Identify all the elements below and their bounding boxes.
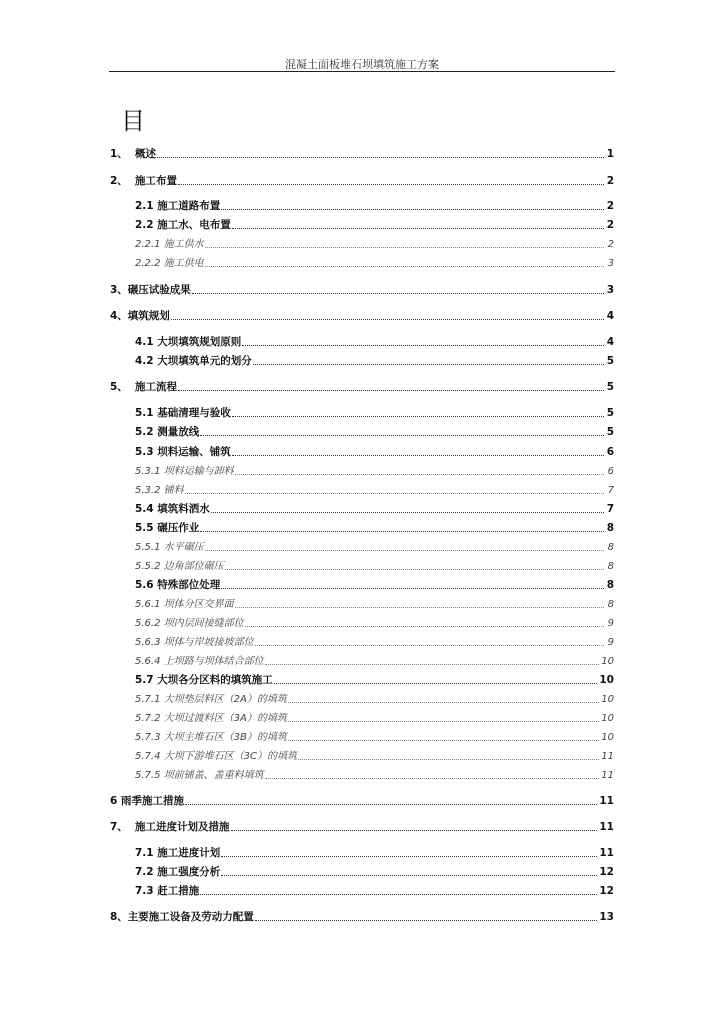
toc-page-number: 1: [606, 148, 614, 160]
toc-entry[interactable]: [135, 595, 614, 611]
toc-entry-text: 7.1 施工进度计划: [135, 847, 221, 859]
toc-page-number: 5: [606, 355, 614, 367]
toc-dot-leader: [178, 183, 604, 185]
toc-dot-leader: [205, 265, 604, 267]
header-rule: [109, 71, 615, 72]
toc-page-number: 11: [601, 751, 614, 762]
toc-page-number: 10: [601, 656, 614, 667]
toc-entry-text: 5.7.2 大坝过渡料区（3A）的填筑: [135, 713, 287, 724]
toc-entry-text: 施工布置: [135, 175, 177, 187]
toc-page-number: 6: [606, 446, 614, 458]
toc-entry-text: 5.3.2 铺料: [135, 485, 184, 496]
toc-entry[interactable]: [135, 633, 614, 649]
toc-entry[interactable]: [135, 500, 614, 516]
toc-dot-leader: [185, 492, 604, 494]
toc-dot-leader: [265, 777, 600, 779]
toc-entry-text: 5.6.2 坝内层间接缝部位: [135, 618, 244, 629]
toc-dot-leader: [200, 530, 604, 532]
toc-dot-leader: [253, 363, 604, 365]
toc-entry-text: 5.3 坝料运输、铺筑: [135, 446, 231, 458]
toc-page-number: 7: [607, 485, 614, 496]
toc-dot-leader: [298, 758, 599, 760]
toc-page-number: 3: [606, 284, 614, 296]
toc-entry[interactable]: [135, 766, 614, 782]
toc-dot-leader: [232, 454, 604, 456]
toc-entry[interactable]: [135, 443, 614, 459]
toc-dot-leader: [231, 829, 598, 831]
toc-page-number: 8: [607, 599, 614, 610]
toc-dot-leader: [255, 644, 604, 646]
toc-dot-leader: [245, 625, 604, 627]
toc-entry-text: 概述: [135, 148, 156, 160]
toc-page-number: 11: [599, 795, 614, 807]
toc-entry[interactable]: [135, 557, 614, 573]
toc-dot-leader: [288, 739, 599, 741]
toc-entry-number: 2、: [110, 175, 128, 187]
toc-dot-leader: [288, 720, 599, 722]
toc-entry-text: 8、主要施工设备及劳动力配置: [110, 911, 254, 923]
toc-entry-text: 4.2 大坝填筑单元的划分: [135, 355, 252, 367]
toc-entry[interactable]: [135, 423, 614, 439]
toc-entry[interactable]: [135, 404, 614, 420]
toc-entry[interactable]: [135, 863, 614, 879]
toc-entry-text: 5.7.1 大坝垫层料区（2A）的填筑: [135, 694, 287, 705]
toc-entry[interactable]: [135, 333, 614, 349]
toc-entry[interactable]: [135, 844, 614, 860]
toc-dot-leader: [265, 663, 600, 665]
toc-dot-leader: [205, 246, 604, 248]
toc-entry-text: 5.5.1 水平碾压: [135, 542, 204, 553]
toc-dot-leader: [178, 389, 604, 391]
toc-entry[interactable]: [110, 378, 614, 394]
toc-page-number: 10: [601, 713, 614, 724]
toc-page-number: 2: [607, 239, 614, 250]
toc-entry[interactable]: [135, 481, 614, 497]
toc-entry-text: 5.7 大坝各分区料的填筑施工: [135, 674, 273, 686]
toc-dot-leader: [225, 568, 604, 570]
toc-entry-text: 2.2.1 施工供水: [135, 239, 204, 250]
toc-dot-leader: [274, 682, 598, 684]
toc-entry[interactable]: [135, 462, 614, 478]
toc-page-number: 12: [599, 866, 614, 878]
toc-page-number: 12: [599, 885, 614, 897]
toc-heading: 目: [121, 107, 145, 135]
toc-dot-leader: [235, 606, 604, 608]
toc-entry-text: 6 雨季施工措施: [110, 795, 184, 807]
toc-page-number: 3: [607, 258, 614, 269]
toc-page-number: 10: [599, 674, 614, 686]
toc-entry[interactable]: [135, 747, 614, 763]
toc-dot-leader: [221, 208, 604, 210]
toc-entry-text: 2.2.2 施工供电: [135, 258, 204, 269]
toc-entry-number: 7、: [110, 821, 128, 833]
toc-entry-text: 5.7.3 大坝主堆石区（3B）的填筑: [135, 732, 287, 743]
toc-entry[interactable]: [110, 818, 614, 834]
toc-dot-leader: [242, 344, 604, 346]
toc-page-number: 4: [606, 310, 614, 322]
toc-entry-text: 2.1 施工道路布置: [135, 200, 221, 212]
toc-entry[interactable]: [110, 172, 614, 188]
toc-page-number: 13: [599, 911, 614, 923]
toc-dot-leader: [205, 549, 604, 551]
toc-entry[interactable]: [135, 519, 614, 535]
toc-entry[interactable]: [135, 352, 614, 368]
toc-entry[interactable]: [110, 908, 614, 924]
toc-entry[interactable]: [135, 709, 614, 725]
toc-dot-leader: [192, 292, 604, 294]
toc-dot-leader: [221, 587, 604, 589]
toc-dot-leader: [200, 434, 604, 436]
toc-dot-leader: [221, 874, 597, 876]
toc-page-number: 11: [601, 770, 614, 781]
toc-entry[interactable]: [110, 145, 614, 161]
toc-dot-leader: [200, 893, 597, 895]
toc-page-number: 6: [607, 466, 614, 477]
toc-page-number: 5: [606, 426, 614, 438]
toc-entry-number: 5、: [110, 381, 128, 393]
toc-entry[interactable]: [135, 235, 614, 251]
toc-entry-text: 施工流程: [135, 381, 177, 393]
toc-entry[interactable]: [135, 254, 614, 270]
toc-page-number: 10: [601, 694, 614, 705]
toc-entry-text: 5.7.5 坝前铺盖、盖重料填筑: [135, 770, 264, 781]
toc-page-number: 8: [606, 522, 614, 534]
toc-dot-leader: [221, 855, 597, 857]
toc-entry-text: 7.3 赶工措施: [135, 885, 200, 897]
toc-page-number: 8: [607, 561, 614, 572]
toc-page-number: 10: [601, 732, 614, 743]
toc-entry-text: 5.5.2 边角部位碾压: [135, 561, 224, 572]
toc-page-number: 8: [606, 579, 614, 591]
toc-entry[interactable]: [110, 281, 614, 297]
toc-entry-text: 2.2 施工水、电布置: [135, 219, 231, 231]
toc-entry[interactable]: [135, 652, 614, 668]
toc-entry-number: 1、: [110, 148, 128, 160]
toc-entry-text: 5.5 碾压作业: [135, 522, 200, 534]
toc-entry-text: 5.3.1 坝料运输与卸料: [135, 466, 234, 477]
toc-page-number: 8: [607, 542, 614, 553]
toc-page-number: 5: [606, 407, 614, 419]
toc-dot-leader: [211, 511, 604, 513]
toc-entry-text: 5.6 特殊部位处理: [135, 579, 221, 591]
toc-entry-text: 施工进度计划及措施: [135, 821, 230, 833]
toc-entry-text: 5.6.3 坝体与岸坡接坡部位: [135, 637, 254, 648]
toc-page-number: 5: [606, 381, 614, 393]
toc-entry-text: 5.6.1 坝体分区交界面: [135, 599, 234, 610]
toc-page-number: 7: [606, 503, 614, 515]
toc-entry-text: 5.7.4 大坝下游堆石区（3C）的填筑: [135, 751, 297, 762]
toc-dot-leader: [232, 415, 604, 417]
toc-entry-text: 5.6.4 上坝路与坝体结合部位: [135, 656, 264, 667]
toc-entry-text: 5.4 填筑料洒水: [135, 503, 210, 515]
toc-entry[interactable]: [110, 307, 614, 323]
toc-page-number: 11: [599, 847, 614, 859]
toc-dot-leader: [232, 227, 604, 229]
toc-page-number: 11: [599, 821, 614, 833]
toc-entry[interactable]: [135, 882, 614, 898]
toc-page-number: 4: [606, 336, 614, 348]
toc-entry-text: 5.1 基础清理与验收: [135, 407, 231, 419]
toc-entry-text: 5.2 测量放线: [135, 426, 200, 438]
toc-page-number: 9: [607, 637, 614, 648]
toc-dot-leader: [255, 919, 598, 921]
toc-entry-text: 3、碾压试验成果: [110, 284, 191, 296]
toc-entry-text: 4、填筑规划: [110, 310, 170, 322]
toc-page-number: 2: [606, 175, 614, 187]
toc-dot-leader: [288, 701, 599, 703]
toc-dot-leader: [171, 318, 604, 320]
toc-entry[interactable]: [135, 216, 614, 232]
toc-entry-text: 7.2 施工强度分析: [135, 866, 221, 878]
toc-entry[interactable]: [135, 197, 614, 213]
toc-entry[interactable]: [135, 728, 614, 744]
toc-dot-leader: [235, 473, 604, 475]
toc-entry-text: 4.1 大坝填筑规划原则: [135, 336, 242, 348]
toc-page-number: 2: [606, 219, 614, 231]
toc-entry[interactable]: [135, 614, 614, 630]
page-header-title: 混凝土面板堆石坝填筑施工方案: [285, 58, 439, 71]
toc-entry[interactable]: [135, 690, 614, 706]
toc-page-number: 9: [607, 618, 614, 629]
toc-entry[interactable]: [135, 538, 614, 554]
toc-entry[interactable]: [135, 671, 614, 687]
toc-entry[interactable]: [110, 792, 614, 808]
toc-entry[interactable]: [135, 576, 614, 592]
toc-page-number: 2: [606, 200, 614, 212]
toc-dot-leader: [185, 803, 597, 805]
toc-dot-leader: [157, 156, 604, 158]
